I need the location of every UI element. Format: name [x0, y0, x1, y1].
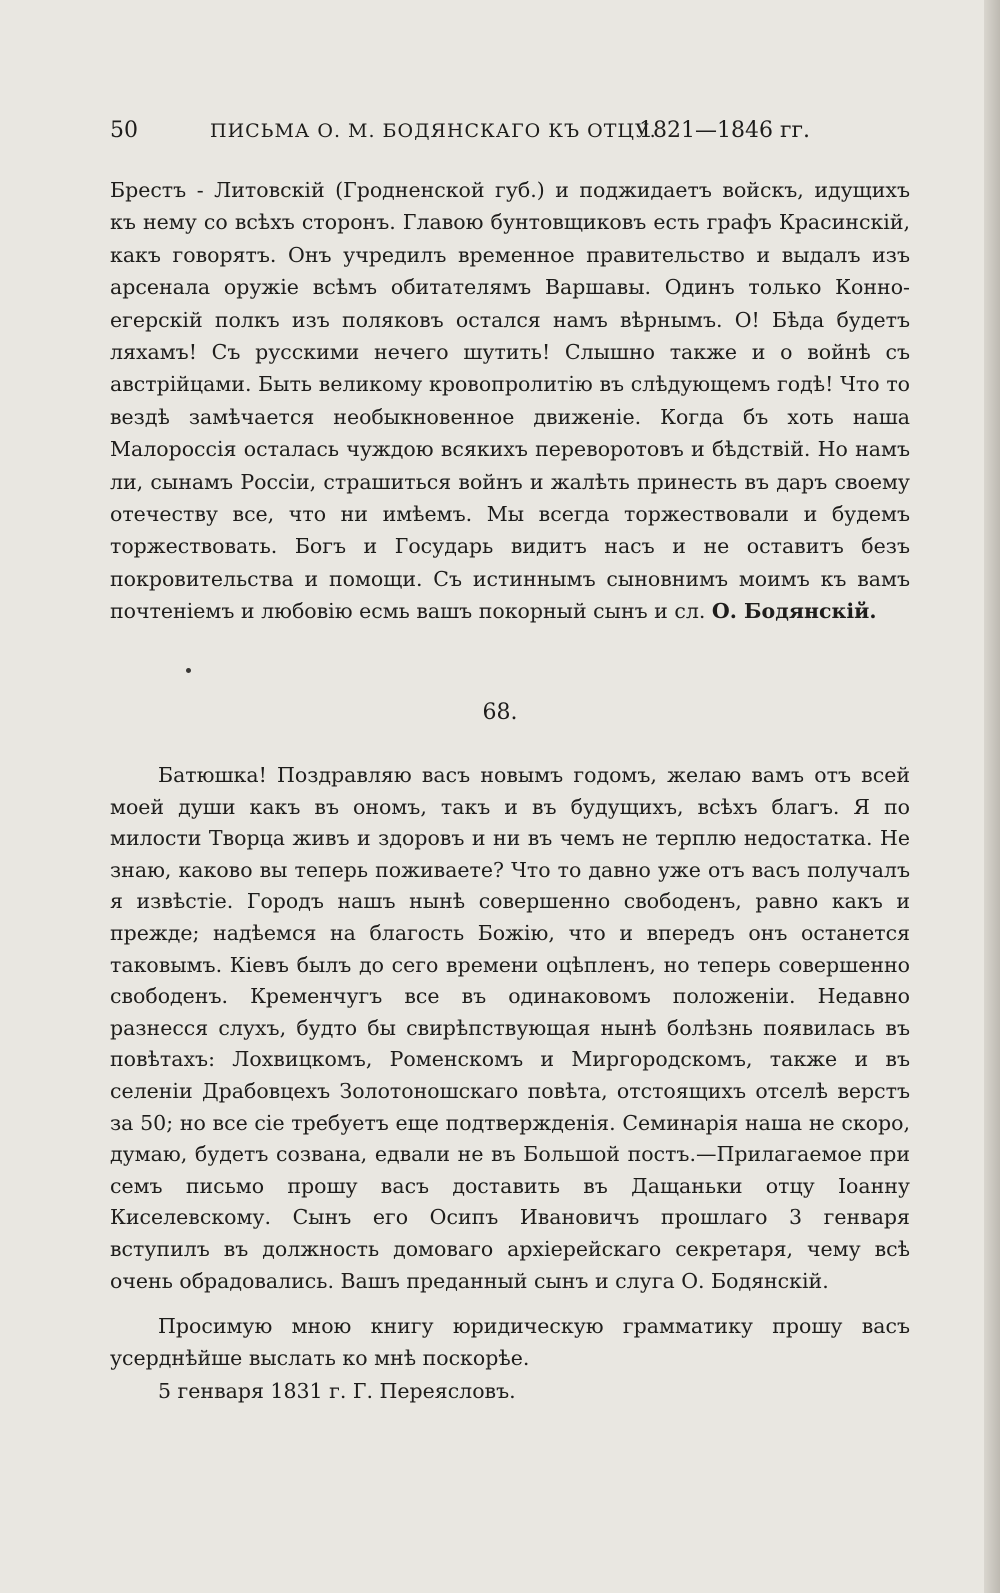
header-years: 1821—1846 гг.	[638, 118, 810, 143]
letter-number-heading: 68.	[482, 700, 518, 725]
letter-67-continuation	[110, 174, 910, 628]
letter-67-text	[110, 174, 910, 628]
letter-68-postscript: Просимую мною книгу юридическую грамматику прошу васъ усерднѣйше выслать ко мнѣ поскорѣе.	[110, 1314, 910, 1370]
page-edge-shadow	[984, 0, 1000, 1593]
letter-67-signature: О. Бодянскій.	[711, 599, 877, 624]
letter-68-body: Батюшка! Поздравляю васъ новымъ годомъ, желаю вамъ отъ всей моей души какъ въ ономъ, такъ и въ будущихъ, всѣхъ благъ. Я по милости Творца живъ и здоровъ и ни въ чемъ не терплю недостатка. Не знаю, каково вы теперь поживаете? Что то давно уже отъ васъ получалъ я извѣстіе. Городъ нашъ нынѣ совершенно свободенъ, равно какъ и прежде; надѣемся на благость Божію, что и впередъ онъ останется таковымъ. Кіевъ былъ до сего времени оцѣпленъ, но теперь совершенно свободенъ. Кременчугъ все въ одинаковомъ положеніи. Недавно разнесся слухъ, будто бы свирѣпствующая нынѣ болѣзнь появилась въ повѣтахъ: Лохвицкомъ, Роменскомъ и Миргородскомъ, также и въ селеніи Драбовцехъ Золотоношскаго повѣта, отстоящихъ отселѣ верстъ за 50; но все сіе требуетъ еще подтвержденія. Семинарія наша не скоро, думаю, будетъ созвана, едвали не въ Большой постъ.—Прилагаемое при семъ письмо прошу васъ доставить въ Дащаньки отцу Іоанну Киселевскому. Сынъ его Осипъ Ивановичъ прошлаго 3 генваря вступилъ въ должность домоваго архіерейскаго секретаря, чему всѣ очень обрадовались. Вашъ преданный сынъ и слуга О. Бодянскій.	[110, 763, 910, 1293]
ink-speck	[186, 668, 191, 673]
letter-67-body: Брестъ - Литовскій (Гродненской губ.) и поджидаетъ войскъ, идущихъ къ нему со всѣхъ сторонъ. Главою бунтовщиковъ есть графъ Красинскій, какъ говорятъ. Онъ учредилъ временное правительство и выдалъ изъ арсенала оружіе всѣмъ обитателямъ Варшавы. Одинъ только Конно-егерскій полкъ изъ поляковъ остался намъ вѣрнымъ. О! Бѣда будетъ ляхамъ! Съ русскими нечего шутить! Слышно также и о войнѣ съ австрійцами. Быть великому кровопролитію въ слѣдующемъ годѣ! Что то вездѣ замѣчается необыкновенное движеніе. Когда бъ хоть наша Малороссія осталась чуждою всякихъ переворотовъ и бѣдствій. Но намъ ли, сынамъ Россіи, страшиться войнъ и жалѣть принесть въ даръ своему отечеству все, что ни имѣемъ. Мы всегда торжествовали и будемъ торжествовать. Богъ и Государь видитъ насъ и не оставитъ безъ покровительства и помощи. Съ истиннымъ сыновнимъ моимъ къ вамъ почтеніемъ и любовію есмь вашъ покорный сынъ и сл.	[110, 178, 910, 624]
page-number: 50	[110, 118, 138, 143]
page-header	[110, 118, 810, 152]
running-title: ПИСЬМА О. М. БОДЯНСКАГО КЪ ОТЦУ.	[210, 120, 657, 142]
letter-68-dateline: 5 генваря 1831 г. Г. Переясловъ.	[158, 1379, 516, 1404]
letter-68	[110, 760, 910, 1408]
